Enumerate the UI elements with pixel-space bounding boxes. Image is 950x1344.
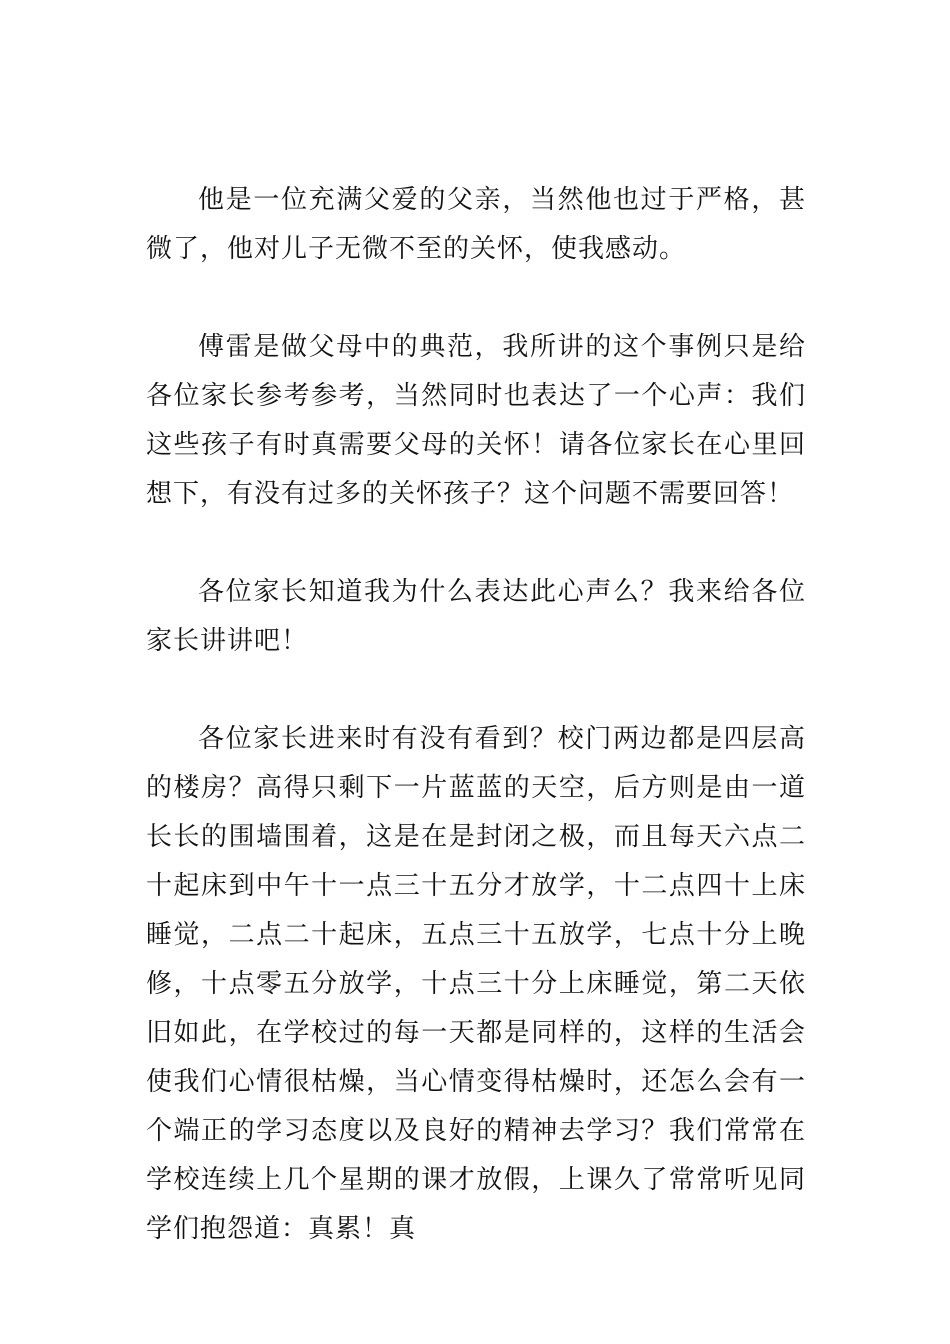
paragraph-3: 各位家长知道我为什么表达此心声么？我来给各位家长讲讲吧！ [146,577,806,656]
document-body [146,176,806,1254]
paragraph-4: 各位家长进来时有没有看到？校门两边都是四层高的楼房？高得只剩下一片蓝蓝的天空，后方则是由一道长长的围墙围着，这是在是封闭之极，而且每天六点二十起床到中午十一点三十五分才放学，十二点四十上床睡觉，二点二十起床，五点三十五放学，七点十分上晚修，十点零五分放学，十点三十分上床睡觉，第二天依旧如此，在学校过的每一天都是同样的，这样的生活会使我们心情很枯燥，当心情变得枯燥时，还怎么会有一个端正的学习态度以及良好的精神去学习？我们常常在学校连续上几个星期的课才放假，上课久了常常听见同学们抱怨道：真累！真 [146,724,806,1244]
paragraph-2: 傅雷是做父母中的典范，我所讲的这个事例只是给各位家长参考参考，当然同时也表达了一个心声：我们这些孩子有时真需要父母的关怀！请各位家长在心里回想下，有没有过多的关怀孩子？这个问题不需要回答！ [146,332,806,509]
paragraph-1: 他是一位充满父爱的父亲，当然他也过于严格，甚微了，他对儿子无微不至的关怀，使我感动。 [146,185,806,264]
